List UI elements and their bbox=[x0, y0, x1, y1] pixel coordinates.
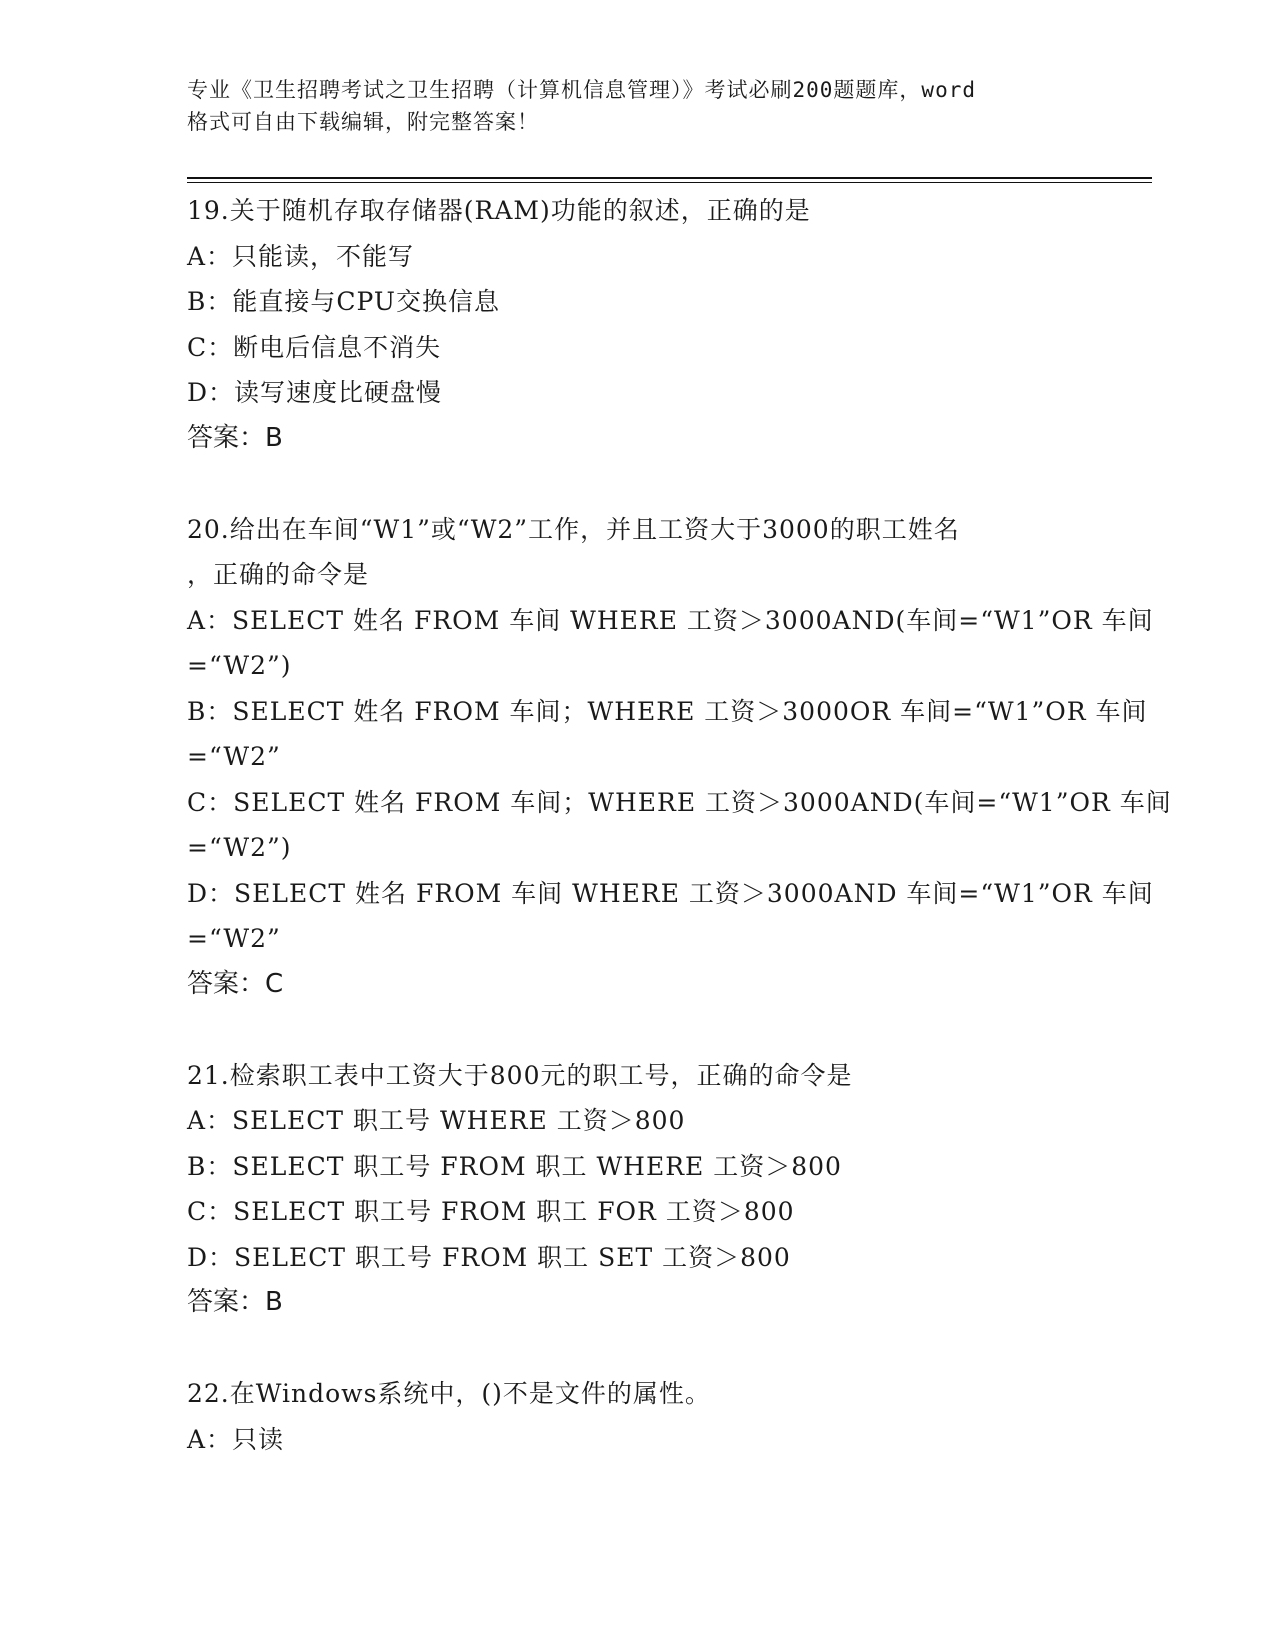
option-d: D：读写速度比硬盘慢 bbox=[187, 378, 443, 407]
option-a: A：SELECT 姓名 FROM 车间 WHERE 工资＞3000AND(车间=“W1”OR 车间 bbox=[187, 605, 1154, 635]
header-line-2: 格式可自由下载编辑，附完整答案！ bbox=[187, 110, 539, 134]
option-c: C：SELECT 职工号 FROM 职工 FOR 工资＞800 bbox=[187, 1197, 795, 1226]
answer-line: 答案：C bbox=[187, 968, 284, 999]
question-stem: 21.检索职工表中工资大于800元的职工号，正确的命令是 bbox=[187, 1060, 853, 1090]
option-b: B：SELECT 职工号 FROM 职工 WHERE 工资＞800 bbox=[187, 1151, 842, 1181]
option-a-continued: =“W2”) bbox=[187, 651, 292, 680]
answer-line: 答案：B bbox=[187, 1287, 283, 1317]
answer-line: 答案：B bbox=[187, 422, 283, 453]
option-c-continued: =“W2”) bbox=[187, 833, 292, 862]
option-c: C：断电后信息不消失 bbox=[187, 332, 442, 362]
question-stem: 20.给出在车间“W1”或“W2”工作，并且工资大于3000的职工姓名 bbox=[187, 514, 960, 544]
question-spacer bbox=[187, 1326, 1087, 1372]
option-d: D：SELECT 姓名 FROM 车间 WHERE 工资＞3000AND 车间=“W1”OR 车间 bbox=[187, 878, 1154, 908]
question-19 bbox=[187, 188, 1087, 461]
option-a: A：SELECT 职工号 WHERE 工资＞800 bbox=[187, 1106, 686, 1135]
option-d: D：SELECT 职工号 FROM 职工 SET 工资＞800 bbox=[187, 1242, 791, 1272]
question-spacer bbox=[187, 1007, 1087, 1053]
question-stem-continued: ，正确的命令是 bbox=[187, 560, 370, 589]
question-spacer bbox=[187, 461, 1087, 507]
option-a: A：只读 bbox=[187, 1424, 285, 1454]
header-divider-thin bbox=[187, 182, 1152, 183]
question-20 bbox=[187, 507, 1172, 1008]
question-stem: 19.关于随机存取存储器(RAM)功能的叙述，正确的是 bbox=[187, 196, 811, 225]
header-line-1: 专业《卫生招聘考试之卫生招聘（计算机信息管理）》考试必刷200题题库，word bbox=[187, 78, 976, 102]
option-c: C：SELECT 姓名 FROM 车间；WHERE 工资＞3000AND(车间=“W1”OR 车间 bbox=[187, 787, 1172, 817]
option-d-continued: =“W2” bbox=[187, 924, 281, 953]
option-b: B：能直接与CPU交换信息 bbox=[187, 287, 500, 316]
question-list bbox=[187, 188, 1172, 1462]
option-a: A：只能读，不能写 bbox=[187, 241, 415, 271]
header-divider-thick bbox=[187, 177, 1152, 179]
document-header bbox=[187, 74, 1087, 138]
option-b: B：SELECT 姓名 FROM 车间；WHERE 工资＞3000OR 车间=“W1”OR 车间 bbox=[187, 696, 1148, 726]
question-21 bbox=[187, 1053, 1087, 1326]
question-stem: 22.在Windows系统中，()不是文件的属性。 bbox=[187, 1379, 711, 1408]
option-b-continued: =“W2” bbox=[187, 742, 281, 771]
question-22 bbox=[187, 1371, 1087, 1462]
